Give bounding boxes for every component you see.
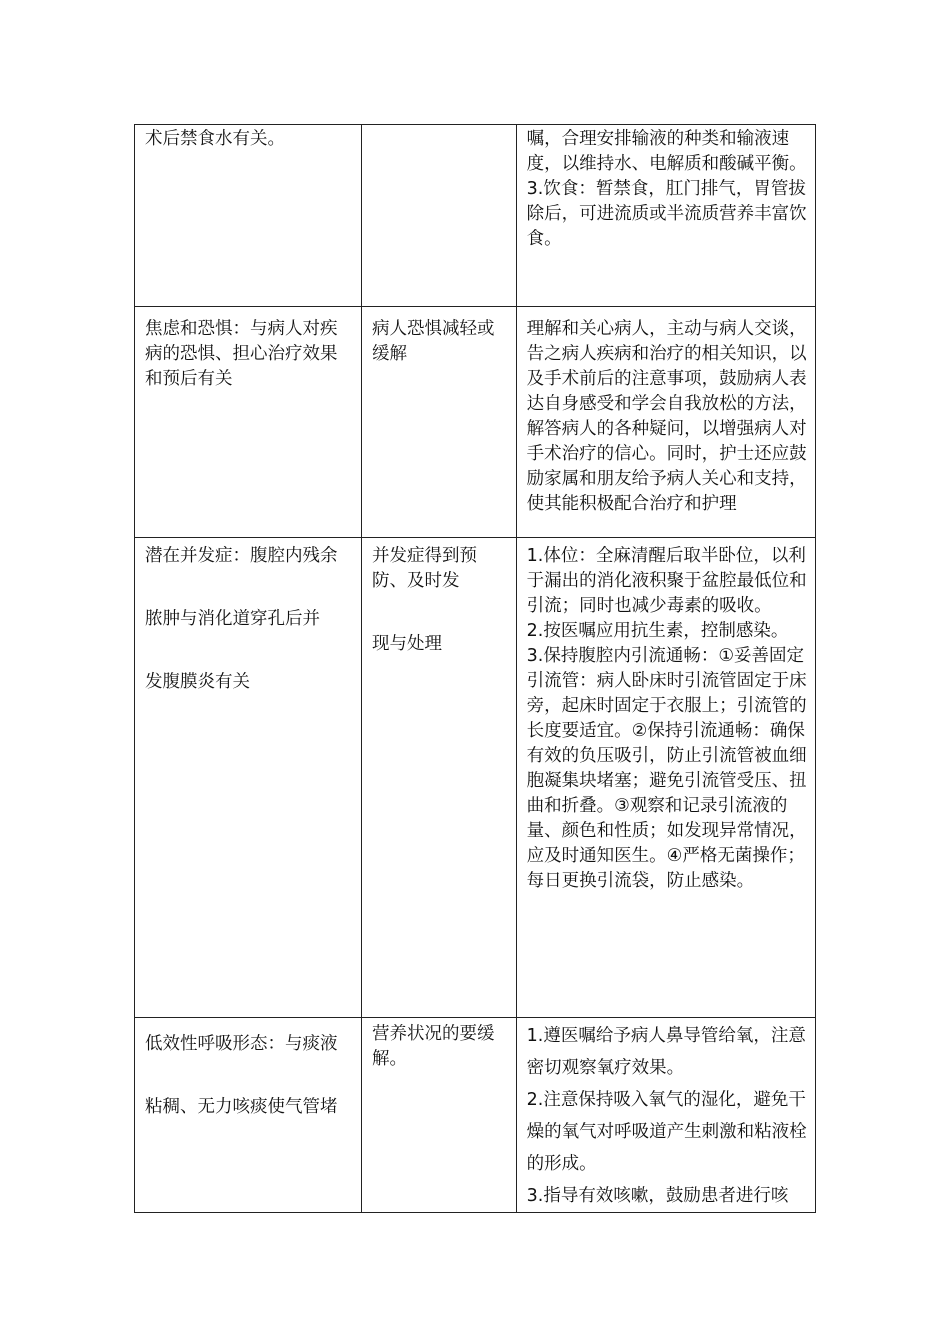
measure-text: 2.注意保持吸入氧气的湿化，避免干燥的氧气对呼吸道产生刺激和粘液栓的形成。: [526, 1090, 807, 1174]
measures-cell: [516, 125, 815, 307]
goal-text: 现与处理: [372, 634, 442, 654]
goal-text: 病人恐惧减轻或缓解: [372, 319, 495, 364]
measures-cell: [516, 1018, 815, 1213]
goal-cell: [362, 1018, 517, 1213]
measure-text: 1.遵医嘱给予病人鼻导管给氧，注意密切观察氧疗效果。: [526, 1026, 806, 1078]
diagnosis-text: 脓肿与消化道穿孔后并: [145, 609, 320, 629]
nursing-care-table: [134, 124, 816, 1213]
diagnosis-text: 潜在并发症：腹腔内残余: [145, 546, 338, 566]
diagnosis-text: 发腹膜炎有关: [145, 672, 250, 692]
goal-text: 营养状况的要缓解。: [372, 1024, 495, 1069]
measure-text: 2.按医嘱应用抗生素，控制感染。: [526, 621, 789, 641]
measure-text: 理解和关心病人，主动与病人交谈，告之病人疾病和治疗的相关知识，以及手术前后的注意事项，鼓励病人表达自身感受和学会自我放松的方法，解答病人的各种疑问，以增强病人对手术治疗的信心。同时，护士还应鼓励家属和朋友给予病人关心和支持，使其能积极配合治疗和护理: [526, 319, 807, 514]
table-row: [135, 125, 816, 307]
measure-text: 3.饮食：暂禁食，肛门排气，胃管拔除后，可进流质或半流质营养丰富饮食。: [526, 179, 807, 249]
diagnosis-text: 焦虑和恐惧：与病人对疾病的恐惧、担心治疗效果和预后有关: [145, 319, 338, 389]
diagnosis-text: 术后禁食水有关。: [145, 129, 285, 149]
measure-text: 3.保持腹腔内引流通畅：①妥善固定引流管：病人卧床时引流管固定于床旁，起床时固定于衣服上；引流管的长度要适宜。②保持引流通畅：确保有效的负压吸引，防止引流管被血细胞凝集块堵塞；避免引流管受压、扭曲和折叠。③观察和记录引流液的量、颜色和性质；如发现异常情况，应及时通知医生。④严格无菌操作；每日更换引流袋，防止感染。: [526, 646, 807, 891]
diagnosis-text: 粘稠、无力咳痰使气管堵: [145, 1097, 338, 1117]
measure-text: 3.指导有效咳嗽，鼓励患者进行咳: [526, 1186, 789, 1206]
measures-cell: [516, 538, 815, 1018]
table-row: [135, 538, 816, 1018]
goal-cell: [362, 538, 517, 1018]
diagnosis-cell: [135, 125, 362, 307]
goal-text: 并发症得到预防、及时发: [372, 546, 477, 591]
diagnosis-cell: [135, 538, 362, 1018]
measure-text: 1.体位：全麻清醒后取半卧位，以利于漏出的消化液积聚于盆腔最低位和引流；同时也减少毒素的吸收。: [526, 546, 807, 616]
diagnosis-cell: [135, 1018, 362, 1213]
diagnosis-text: 低效性呼吸形态：与痰液: [145, 1034, 338, 1054]
table-row: [135, 307, 816, 538]
measures-cell: [516, 307, 815, 538]
measure-text: 嘱，合理安排输液的种类和输液速度，以维持水、电解质和酸碱平衡。: [526, 129, 807, 174]
diagnosis-cell: [135, 307, 362, 538]
goal-cell: [362, 307, 517, 538]
table-row: [135, 1018, 816, 1213]
goal-cell: [362, 125, 517, 307]
